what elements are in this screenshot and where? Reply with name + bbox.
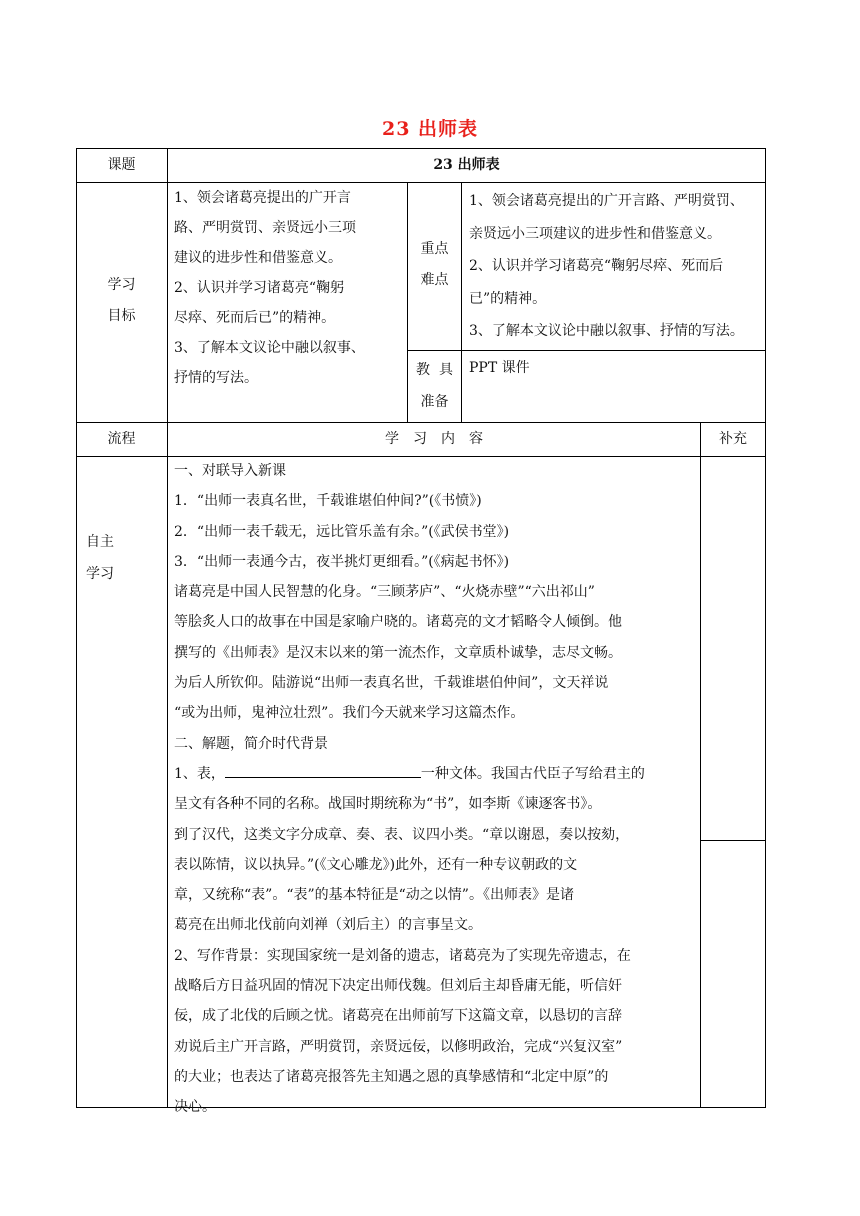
content-line: 劝说后主广开言路，严明赏罚，亲贤远佞，以修明政治，完成“兴复汉室” — [174, 1038, 623, 1055]
goal-line: 3、了解本文议论中融以叙事、 — [174, 340, 365, 356]
content-line: 撰写的《出师表》是汉末以来的第一流杰作，文章质朴诚挚，志尽文畅。 — [174, 644, 622, 661]
goal-line: 2、认识并学习诸葛亮“鞠躬 — [174, 280, 345, 296]
content-line: 战略后方日益巩固的情况下决定出师伐魏。但刘后主却昏庸无能，听信奸 — [174, 978, 622, 995]
document-title: 23 出师表 — [381, 118, 479, 140]
content-line: 佞，成了北伐的后顾之忧。诸葛亮在出师前写下这篇文章，以恳切的言辞 — [174, 1008, 622, 1025]
table-border-right — [765, 148, 766, 1108]
content-line: 等脍炙人口的故事在中国是家喻户晓的。诸葛亮的文才韬略令人倾倒。他 — [174, 614, 622, 631]
topic-label: 课题 — [107, 157, 136, 173]
key-point-line: 亲贤远小三项建议的进步性和借鉴意义。 — [469, 225, 721, 242]
goal-line: 1、领会诸葛亮提出的广开言 — [174, 190, 351, 206]
col-divider — [700, 422, 701, 1108]
answer-blank[interactable] — [225, 763, 421, 778]
col-divider — [167, 148, 168, 1108]
content-line: 表以陈情，议以执异。”(《文心雕龙》)此外，还有一种专议朝政的文 — [174, 856, 578, 873]
flow-label: 流程 — [107, 431, 136, 447]
content-line: 2、写作背景：实现国家统一是刘备的遗志，诸葛亮为了实现先帝遗志，在 — [174, 947, 631, 964]
self-study-label: 自主 学习 — [86, 534, 114, 582]
goals-text — [174, 183, 404, 393]
content-line: 二、解题，简介时代背景 — [174, 735, 328, 752]
goal-line: 建议的进步性和借鉴意义。 — [174, 250, 342, 266]
key-points-label: 重点 难点 — [420, 241, 449, 288]
content-line: 诸葛亮是中国人民智慧的化身。“三顾茅庐”、“火烧赤壁”“六出祁山” — [174, 584, 595, 601]
content-line: 1．“出师一表真名世，千载谁堪伯仲间?”(《书愤》) — [174, 493, 482, 510]
col-divider — [461, 182, 462, 422]
key-point-line: 1、领会诸葛亮提出的广开言路、严明赏罚、 — [469, 193, 744, 209]
content-line: 的大业；也表达了诸葛亮报答先主知遇之恩的真挚感情和“北定中原”的 — [174, 1068, 609, 1085]
table-border-top — [76, 148, 766, 149]
content-label: 学 习 内 容 — [385, 431, 483, 447]
tools-label: 教 具 准备 — [416, 362, 453, 410]
content-line: 决心。 — [174, 1099, 216, 1116]
content-line: 为后人所钦仰。陆游说“出师一表真名世，千载谁堪伯仲间”，文天祥说 — [174, 675, 609, 692]
content-line: 葛亮在出师北伐前向刘禅（刘后主）的言事呈文。 — [174, 917, 482, 934]
key-point-line: 3、了解本文议论中融以叙事、抒情的写法。 — [469, 323, 744, 339]
content-line: 3．“出师一表通今古，夜半挑灯更细看。”(《病起书怀》) — [174, 553, 510, 570]
goal-line: 尽瘁、死而后已”的精神。 — [174, 310, 336, 326]
tools-value: PPT 课件 — [469, 360, 530, 376]
supplement-label: 补充 — [719, 431, 747, 447]
key-points-text — [469, 185, 763, 348]
content-line: 2．“出师一表千载无，远比管乐盖有余。”(《武侯书堂》) — [174, 523, 510, 540]
supplement-divider — [700, 840, 766, 841]
content-line: 呈文有各种不同的名称。战国时期统称为“书”，如李斯《谏逐客书》。 — [174, 796, 602, 813]
goals-label: 学习 目标 — [107, 277, 136, 324]
content-line: “或为出师，鬼神泣壮烈”。我们今天就来学习这篇杰作。 — [174, 705, 525, 722]
content-line: 到了汉代，这类文字分成章、奏、表、议四小类。“章以谢恩，奏以按劾， — [174, 826, 630, 843]
lesson-plan-table — [76, 148, 766, 1116]
fill-in-line: 1、表， 一种文体。我国古代臣子写给君主的 — [174, 759, 698, 789]
key-point-line: 已”的精神。 — [469, 290, 547, 307]
study-content — [174, 456, 698, 1123]
goal-line: 路、严明赏罚、亲贤远小三项 — [174, 220, 356, 236]
row-divider — [76, 422, 766, 423]
key-point-line: 2、认识并学习诸葛亮“鞠躬尽瘁、死而后 — [469, 258, 724, 274]
goal-line: 抒情的写法。 — [174, 370, 258, 386]
content-line: 一、对联导入新课 — [174, 463, 286, 479]
content-line: 章，又统称“表”。“表”的基本特征是“动之以情”。《出师表》是诸 — [174, 887, 574, 904]
topic-value: 23 出师表 — [433, 157, 500, 173]
